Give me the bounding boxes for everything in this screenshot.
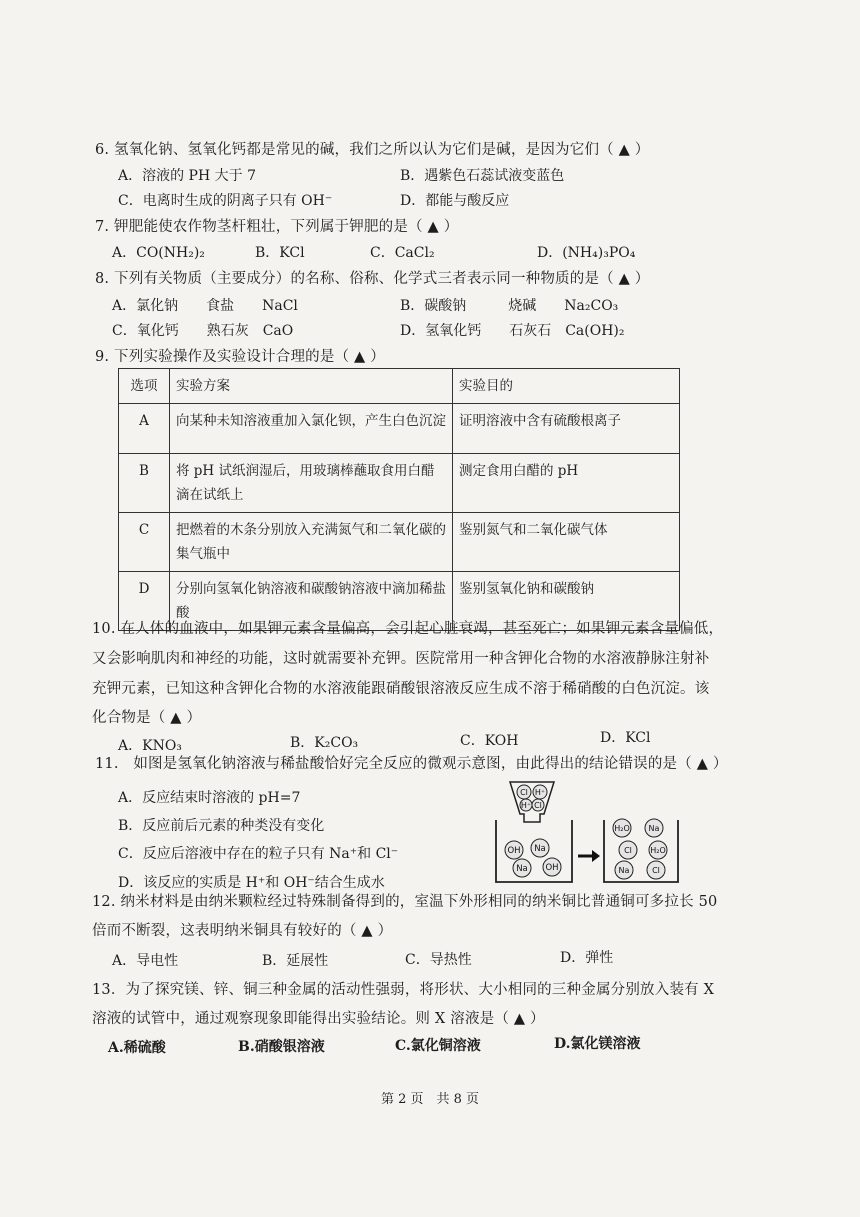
question-12-line-2: 倍而不断裂，这表明纳米铜具有较好的（ ▲ ） bbox=[92, 923, 393, 939]
question-8-option-a: A．氯化钠 食盐 NaCl bbox=[112, 298, 298, 314]
question-6-option-a: A．溶液的 PH 大于 7 bbox=[118, 168, 256, 184]
row-c-plan: 把燃着的木条分别放入充满氮气和二氧化碳的集气瓶中 bbox=[170, 513, 453, 572]
question-6-stem: 6. 氢氧化钠、氢氧化钙都是常见的碱，我们之所以认为它们是碱，是因为它们（ ▲ ） bbox=[95, 142, 650, 158]
right-particle-6: Cl bbox=[652, 866, 660, 875]
row-b-plan: 将 pH 试纸润湿后，用玻璃棒蘸取食用白醋滴在试纸上 bbox=[170, 454, 453, 513]
funnel-particle-3: H⁺ bbox=[520, 801, 532, 810]
header-purpose: 实验目的 bbox=[453, 369, 680, 404]
row-a-plan: 向某种未知溶液重加入氯化钡，产生白色沉淀 bbox=[170, 404, 453, 454]
question-10-option-b: B．K₂CO₃ bbox=[290, 735, 359, 751]
question-6-option-d: D．都能与酸反应 bbox=[400, 193, 510, 209]
question-11-option-c: C．反应后溶液中存在的粒子只有 Na⁺和 Cl⁻ bbox=[118, 846, 399, 862]
header-plan: 实验方案 bbox=[170, 369, 453, 404]
left-particle-4: OH bbox=[545, 863, 559, 873]
right-particle-4: H₂O bbox=[650, 846, 666, 855]
question-13-line-1: 13．为了探究镁、锌、铜三种金属的活动性强弱，将形状、大小相同的三种金属分别放入装有 X bbox=[92, 982, 715, 998]
question-13-line-2: 溶液的试管中，通过观察现象即能得出实验结论。则 X 溶液是（ ▲ ） bbox=[92, 1011, 545, 1027]
question-10-line-3: 充钾元素，已知这种含钾化合物的水溶液能跟硝酸银溶液反应生成不溶于稀硝酸的白色沉淀。该 bbox=[92, 681, 710, 697]
table-header-row bbox=[119, 369, 680, 404]
row-d-option: D bbox=[119, 572, 170, 631]
funnel-particle-4: Cl bbox=[534, 801, 542, 810]
question-7-option-a: A．CO(NH₂)₂ bbox=[112, 245, 205, 261]
page-number: 第 2 页 共 8 页 bbox=[380, 1092, 480, 1107]
left-particle-1: OH bbox=[507, 846, 521, 856]
right-particle-5: Na bbox=[618, 866, 630, 875]
question-10-option-a: A．KNO₃ bbox=[118, 738, 182, 754]
question-12-option-b: B．延展性 bbox=[262, 953, 329, 969]
question-8-option-d: D．氢氧化钙 石灰石 Ca(OH)₂ bbox=[400, 323, 625, 339]
question-10-option-c: C．KOH bbox=[460, 733, 519, 749]
question-10-option-d: D．KCl bbox=[600, 730, 651, 746]
header-option: 选项 bbox=[119, 369, 170, 404]
row-a-option: A bbox=[119, 404, 170, 454]
question-13-option-d: D.氯化镁溶液 bbox=[554, 1036, 641, 1052]
question-7-stem: 7. 钾肥能使农作物茎杆粗壮，下列属于钾肥的是（ ▲ ） bbox=[95, 219, 459, 235]
table-row bbox=[119, 454, 680, 513]
question-10-line-4: 化合物是（ ▲ ） bbox=[92, 710, 202, 726]
arrow-right-icon bbox=[592, 850, 600, 862]
row-c-option: C bbox=[119, 513, 170, 572]
question-8-option-c: C．氧化钙 熟石灰 CaO bbox=[112, 323, 294, 339]
question-11-stem: 11. 如图是氢氧化钠溶液与稀盐酸恰好完全反应的微观示意图，由此得出的结论错误的是（ ▲ ） bbox=[95, 756, 728, 772]
question-11-option-b: B．反应前后元素的种类没有变化 bbox=[118, 818, 325, 834]
question-7-option-c: C．CaCl₂ bbox=[370, 245, 435, 261]
question-13-option-b: B.硝酸银溶液 bbox=[238, 1039, 325, 1055]
row-d-purpose: 鉴别氢氧化钠和碳酸钠 bbox=[453, 572, 680, 631]
question-11-option-a: A．反应结束时溶液的 pH=7 bbox=[118, 790, 301, 806]
row-d-plan: 分别向氢氧化钠溶液和碳酸钠溶液中滴加稀盐酸 bbox=[170, 572, 453, 631]
left-particle-3: Na bbox=[516, 864, 528, 874]
question-12-line-1: 12. 纳米材料是由纳米颗粒经过特殊制备得到的，室温下外形相同的纳米铜比普通铜可多拉长 50 bbox=[92, 894, 718, 910]
funnel-particle-1: Cl bbox=[520, 788, 528, 797]
question-6-option-c: C．电离时生成的阴离子只有 OH⁻ bbox=[118, 193, 333, 209]
question-13-option-a: A.稀硫酸 bbox=[108, 1040, 166, 1056]
question-13-option-c: C.氯化铜溶液 bbox=[395, 1038, 481, 1054]
question-10-line-1: 10. 在人体的血液中，如果钾元素含量偏高，会引起心脏衰竭，甚至死亡；如果钾元素含量偏低， bbox=[92, 621, 724, 637]
row-b-option: B bbox=[119, 454, 170, 513]
row-a-purpose: 证明溶液中含有硫酸根离子 bbox=[453, 404, 680, 454]
right-particle-2: Na bbox=[648, 824, 660, 833]
question-9-stem: 9. 下列实验操作及实验设计合理的是（ ▲ ） bbox=[95, 349, 385, 365]
question-12-option-d: D．弹性 bbox=[560, 950, 614, 966]
question-12-option-c: C．导热性 bbox=[405, 952, 472, 968]
row-c-purpose: 鉴别氮气和二氧化碳气体 bbox=[453, 513, 680, 572]
left-particle-2: Na bbox=[534, 844, 546, 854]
right-particle-3: Cl bbox=[624, 846, 632, 855]
table-row bbox=[119, 404, 680, 454]
funnel-outline bbox=[510, 782, 554, 822]
question-10-line-2: 又会影响肌肉和神经的功能，这时就需要补充钾。医院常用一种含钾化合物的水溶液静脉注射补 bbox=[92, 651, 710, 667]
table-row bbox=[119, 513, 680, 572]
right-particle-1: H₂O bbox=[614, 824, 630, 833]
question-7-option-b: B．KCl bbox=[255, 245, 305, 261]
question-12-option-a: A．导电性 bbox=[112, 953, 179, 969]
row-b-purpose: 测定食用白醋的 pH bbox=[453, 454, 680, 513]
funnel-particle-2: H⁺ bbox=[534, 788, 546, 797]
reaction-diagram bbox=[492, 778, 682, 888]
question-8-stem: 8. 下列有关物质（主要成分）的名称、俗称、化学式三者表示同一种物质的是（ ▲ ） bbox=[95, 271, 650, 287]
question-7-option-d: D．(NH₄)₃PO₄ bbox=[537, 245, 636, 261]
question-8-option-b: B．碳酸钠 烧碱 Na₂CO₃ bbox=[400, 298, 619, 314]
question-6-option-b: B．遇紫色石蕊试液变蓝色 bbox=[400, 168, 565, 184]
question-11-option-d: D．该反应的实质是 H⁺和 OH⁻结合生成水 bbox=[118, 875, 385, 891]
experiment-table bbox=[118, 368, 680, 631]
